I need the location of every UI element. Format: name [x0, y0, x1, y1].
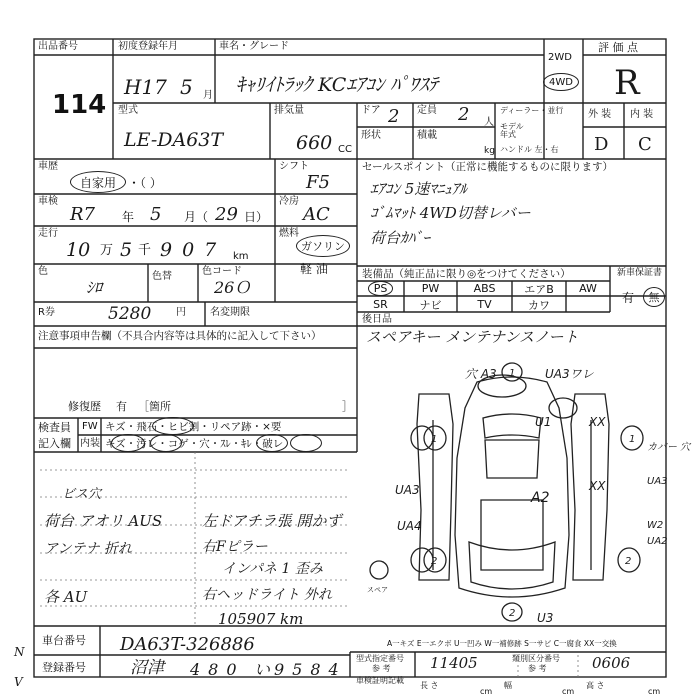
damage-legend: A一キズ E一エクボ U一凹み W一補修跡 S一サビ C一腐食 XX一交換 — [387, 639, 617, 648]
diag-label-xx-1: XX — [589, 415, 606, 429]
diag-label-ua3-right: UA3 — [647, 476, 668, 487]
lot-number-label: 出品番号 — [38, 41, 78, 52]
fuel-label: 燃料 — [279, 228, 299, 239]
history-label: 車歴 — [38, 161, 58, 172]
mileage-sen-unit: 千 — [138, 243, 152, 258]
windshield — [483, 414, 541, 438]
equip-pw: PW — [421, 282, 440, 295]
repair-place-label: ［箇所 — [138, 400, 171, 413]
warranty-yes: 有 — [622, 291, 635, 305]
damage-diagram — [357, 360, 691, 626]
sales-point-3: 荷台ｶﾊﾞｰ — [370, 229, 431, 247]
repair-history-label: 修復歴 — [68, 400, 101, 413]
registration-class: 480 — [190, 660, 245, 679]
interior-wear-circle — [256, 434, 288, 452]
chassis-number: DA63T-326886 — [120, 634, 255, 655]
registration-number: 9584 — [274, 660, 347, 679]
inspector-entry-label: 記入欄 — [38, 437, 71, 450]
fuel-diesel: 軽 油 — [300, 262, 328, 276]
type-cert-value: 11405 — [430, 654, 478, 672]
remark-right-1: 左ドアチラ張 開かず — [202, 512, 342, 530]
color-code-value: 26Ｏ — [214, 278, 251, 297]
diag-wheel-num-1a: 1 — [431, 434, 438, 445]
interior-check-items: キズ・汚レ・コゲ・穴・ｽﾚ・ｷﾚ・破レ — [105, 438, 284, 450]
score-value: R — [614, 63, 640, 103]
doors-label: ドア — [361, 105, 381, 116]
cooling-label: 冷房 — [279, 196, 299, 207]
dealer-label: ディーラー・並行 — [500, 106, 564, 115]
history-value-circled: 自家用 — [70, 171, 126, 193]
registration-city: 沼津 — [130, 658, 164, 678]
load-label: 積載 — [417, 130, 437, 141]
model-grade: ｷｬﾘｲﾄﾗｯｸ KCｴｱｺﾝ ﾊﾟﾜｽﾃ — [236, 74, 438, 96]
repair-place-close: ］ — [342, 400, 353, 413]
warranty-label: 新車保証書 — [617, 268, 663, 278]
equip-sr: SR — [373, 298, 388, 311]
equip-aw: AW — [579, 282, 597, 295]
name-change-label: 名変期限 — [210, 307, 250, 318]
diag-label-u3: U3 — [537, 611, 554, 625]
inspection-day-unit: 日） — [244, 210, 269, 224]
mileage-sen: 5 — [120, 239, 133, 261]
equip-tv: TV — [477, 298, 492, 311]
handle-label: ハンドル 左・右 — [500, 145, 559, 154]
fuel-gasoline-circled: ガソリン — [296, 235, 350, 257]
cargo-bed — [481, 500, 543, 570]
interior-tear-circle — [290, 434, 322, 452]
shift-value: F5 — [306, 172, 330, 193]
inspection-label: 車検 — [38, 196, 58, 207]
mileage-unit: km — [233, 251, 249, 262]
diag-label-ua2: UA2 — [647, 536, 668, 547]
equip-navi: ナビ — [419, 298, 442, 312]
exterior-value: D — [594, 134, 609, 155]
recycle-label: R券 — [38, 307, 55, 318]
diag-label-xx-2: XX — [589, 479, 606, 493]
interior-dirt-circle — [150, 434, 182, 452]
drive-2wd: 2WD — [548, 52, 572, 63]
drive-4wd-circled: 4WD — [543, 73, 579, 91]
model-grade-label: 車名・グレード — [219, 41, 289, 52]
class-ref-label: 参 考 — [528, 664, 547, 673]
length-label: 長 さ — [420, 681, 439, 690]
fw-label: FW — [82, 421, 98, 432]
displacement-unit: CC — [338, 144, 352, 155]
diag-wheel-num-2c: 2 — [509, 608, 516, 619]
diag-label-cover-hole: カバー 穴 — [647, 442, 691, 453]
mileage-man: 10 — [66, 239, 91, 261]
type-cert-ref-label: 参 考 — [372, 664, 391, 673]
registration-label: 登録番号 — [42, 661, 86, 674]
inspection-year-unit: 年 — [122, 210, 135, 224]
mileage-man-unit: 万 — [100, 243, 114, 258]
wheel-rear-left-outer — [411, 548, 433, 572]
equip-leather: カワ — [528, 298, 550, 312]
interior-scratch-circle — [111, 434, 145, 452]
color-value: ｼﾛ — [86, 278, 103, 297]
fw-items: キズ・飛石・ヒビ割・リペア跡・×要 — [105, 421, 282, 433]
rear-panel — [469, 542, 555, 589]
interior-label: 内 装 — [630, 109, 654, 120]
first-registration-label: 初度登録年月 — [118, 41, 178, 52]
diag-label-u1: U1 — [535, 415, 552, 429]
diag-wheel-num-1b: 1 — [629, 434, 636, 445]
remark-right-4: 右ヘッドライト 外れ — [202, 587, 333, 603]
fw-stone-chip-circle — [152, 417, 194, 435]
wheel-front-left-outer — [411, 426, 433, 450]
load-unit: kg — [484, 146, 495, 156]
diag-label-a2: A2 — [531, 490, 550, 506]
cabin-roof — [485, 440, 539, 478]
remark-left-1: ビス穴 — [62, 487, 102, 502]
warranty-no-circled: 無 — [643, 287, 665, 307]
inspection-year: R7 — [70, 204, 96, 225]
capacity-label: 定員 — [417, 105, 437, 116]
first-registration-month: 5 — [180, 75, 193, 99]
inspection-day: 29 — [215, 204, 238, 225]
chassis-label: 車台番号 — [42, 634, 86, 647]
equip-abs: ABS — [473, 282, 496, 295]
exterior-label: 外 装 — [588, 109, 612, 120]
margin-mark-v: V — [14, 675, 23, 689]
type-value: LE-DA63T — [124, 129, 224, 151]
diag-label-spare: スペア — [367, 586, 388, 594]
remark-left-2: 荷台 アオリ AUS — [44, 512, 163, 530]
cooling-value: AC — [303, 204, 330, 225]
history-suffix: ・（ ） — [128, 176, 162, 190]
shape-label: 形状 — [361, 130, 381, 141]
inspector-label: 検査員 — [38, 421, 71, 434]
diag-wheel-num-2a: 2 — [431, 556, 438, 567]
color-label: 色 — [38, 266, 48, 277]
diag-label-front-hole: 穴 A3 — [465, 367, 497, 381]
left-side-view — [417, 394, 453, 580]
notes-label: 注意事項申告欄（不具合内容等は具体的に記入して下さい） — [38, 330, 322, 342]
diag-wheel-num-2b: 2 — [625, 556, 632, 567]
interior-check-label: 内装 — [80, 438, 100, 449]
recycle-value: 5280 — [108, 304, 152, 324]
equipment-label: 装備品（純正品に限り◎をつけてください） — [362, 268, 571, 280]
color-code-label: 色コード — [202, 266, 242, 277]
remark-left-3: アンテナ 折れ — [44, 541, 132, 557]
car-body-outline — [455, 377, 569, 597]
inspection-month-unit: 月（ — [184, 210, 209, 224]
mileage-rest: 907 — [160, 239, 227, 261]
remark-left-4: 各 AU — [44, 588, 88, 606]
diag-label-front-crack: UA3ワレ — [545, 367, 594, 381]
capacity-value: 2 — [458, 104, 470, 125]
diag-label-w2: W2 — [647, 520, 664, 531]
sales-point-2: ｺﾞﾑﾏｯﾄ 4WD切替レバー — [370, 204, 531, 222]
length-unit: cm — [480, 687, 493, 696]
displacement-value: 660 — [296, 132, 333, 154]
capacity-unit: 人 — [484, 117, 494, 128]
height-label: 高 さ — [586, 681, 605, 690]
mileage-label: 走行 — [38, 228, 58, 239]
shift-label: シフト — [279, 161, 309, 172]
height-unit: cm — [648, 687, 661, 696]
inspection-month: 5 — [150, 204, 162, 225]
model-year-label: モデル 年式 — [500, 122, 524, 139]
equip-ps — [357, 281, 404, 296]
type-cert-label: 型式指定番号 — [356, 654, 404, 663]
remark-right-5: 105907 km — [218, 610, 304, 628]
post-install-label: 後日品 — [362, 314, 392, 325]
diag-label-ua4: UA4 — [397, 519, 422, 533]
class-value: 0606 — [592, 654, 631, 672]
reg-cert-label: 車検証明記載 — [356, 676, 404, 685]
repair-history-value: 有 — [116, 400, 127, 413]
sales-points-label: セールスポイント（正常に機能するものに限ります） — [362, 161, 614, 173]
lot-number: 114 — [52, 90, 107, 120]
doors-value: 2 — [388, 106, 400, 127]
remark-right-3: インパネ 1 歪み — [222, 561, 323, 577]
registration-kana: い — [254, 660, 271, 679]
equip-ps-circled: PS — [368, 281, 394, 296]
diag-wheel-num-1c: 1 — [509, 368, 516, 379]
displacement-label: 排気量 — [274, 105, 304, 116]
type-label: 型式 — [118, 105, 138, 116]
month-unit: 月 — [203, 90, 213, 101]
remark-right-2: 右Fピラー — [202, 539, 268, 555]
width-label: 幅 — [504, 681, 512, 690]
interior-value: C — [638, 134, 652, 155]
recycle-unit: 円 — [176, 307, 186, 318]
score-label: 評 価 点 — [598, 41, 638, 54]
sales-point-1: ｴｱｺﾝ 5速ﾏﾆｭｱﾙ — [370, 180, 467, 198]
spare-tire-icon — [370, 561, 388, 579]
color-change-label: 色替 — [152, 271, 172, 282]
class-label: 類別区分番号 — [512, 654, 560, 663]
margin-mark-n: N — [14, 645, 25, 659]
post-install-value: スペアキー メンテナンスノート — [366, 328, 579, 346]
equip-airbag: エアB — [524, 282, 554, 296]
width-unit: cm — [562, 687, 575, 696]
diag-label-ua3-left: UA3 — [395, 483, 420, 497]
first-registration-era: H17 — [124, 75, 167, 99]
